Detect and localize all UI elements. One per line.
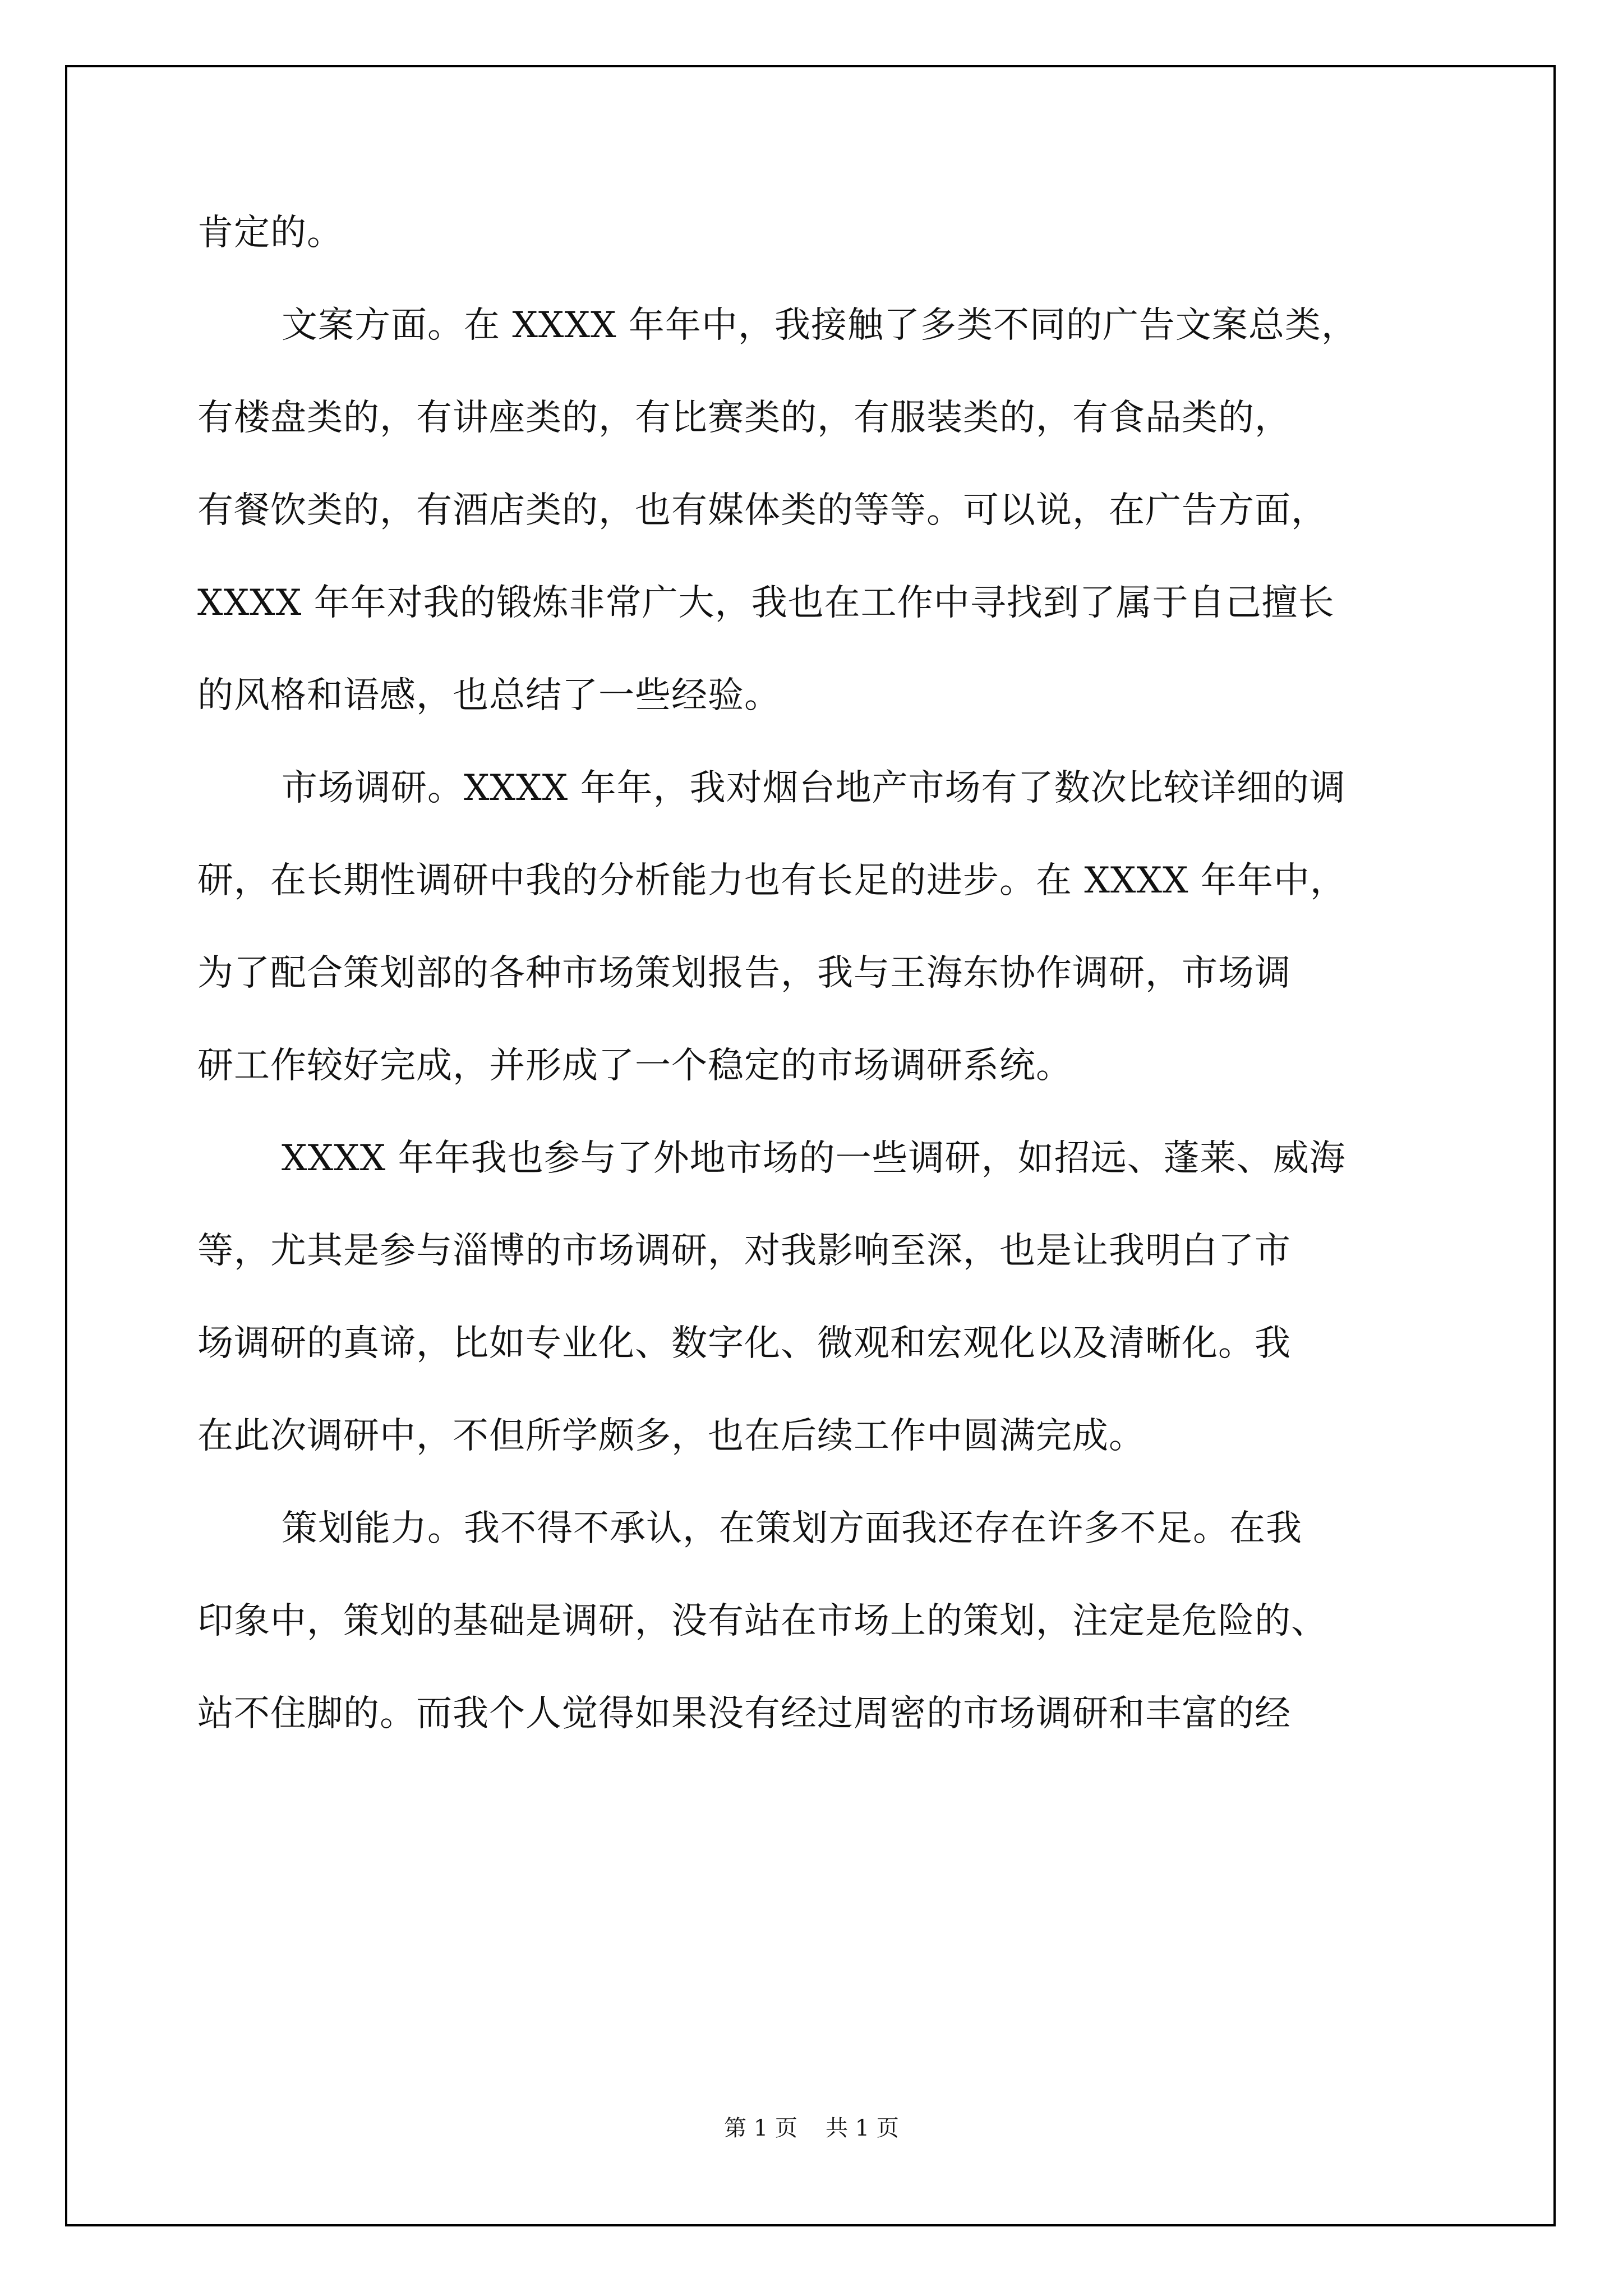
- page-total: 共 1 页: [826, 2115, 899, 2141]
- paragraph-start-line: XXXX 年年我也参与了外地市场的一些调研，如招远、蓬莱、威海: [282, 1138, 1346, 1179]
- text-line: 场调研的真谛，比如专业化、数字化、微观和宏观化以及清晰化。我: [197, 1323, 1291, 1364]
- text-line: 的风格和语感，也总结了一些经验。: [197, 675, 781, 716]
- page-number: 第 1 页: [724, 2115, 797, 2141]
- text-line: 印象中，策划的基础是调研，没有站在市场上的策划，注定是危险的、: [197, 1600, 1327, 1642]
- text-line: 研工作较好完成，并形成了一个稳定的市场调研系统。: [197, 1045, 1072, 1087]
- text-line: 在此次调研中，不但所学颇多，也在后续工作中圆满完成。: [197, 1415, 1145, 1457]
- text-line: 有楼盘类的，有讲座类的，有比赛类的，有服装类的，有食品类的，: [197, 397, 1291, 439]
- page-footer: [0, 2111, 1623, 2145]
- text-line: 肯定的。: [197, 212, 343, 254]
- text-line: XXXX 年年对我的锻炼非常广大，我也在工作中寻找到了属于自己擅长: [197, 582, 1335, 624]
- paragraph-start-line: 文案方面。在 XXXX 年年中，我接触了多类不同的广告文案总类，: [282, 305, 1358, 346]
- text-line: 有餐饮类的，有酒店类的，也有媒体类的等等。可以说，在广告方面，: [197, 490, 1327, 531]
- text-line: 研，在长期性调研中我的分析能力也有长足的进步。在 XXXX 年年中，: [197, 860, 1347, 901]
- text-line: 站不住脚的。而我个人觉得如果没有经过周密的市场调研和丰富的经: [197, 1693, 1291, 1734]
- text-line: 为了配合策划部的各种市场策划报告，我与王海东协作调研，市场调: [197, 953, 1291, 994]
- paragraph-start-line: 市场调研。XXXX 年年，我对烟台地产市场有了数次比较详细的调: [282, 767, 1346, 809]
- paragraph-start-line: 策划能力。我不得不承认，在策划方面我还存在许多不足。在我: [282, 1508, 1302, 1549]
- text-line: 等，尤其是参与淄博的市场调研，对我影响至深，也是让我明白了市: [197, 1230, 1291, 1272]
